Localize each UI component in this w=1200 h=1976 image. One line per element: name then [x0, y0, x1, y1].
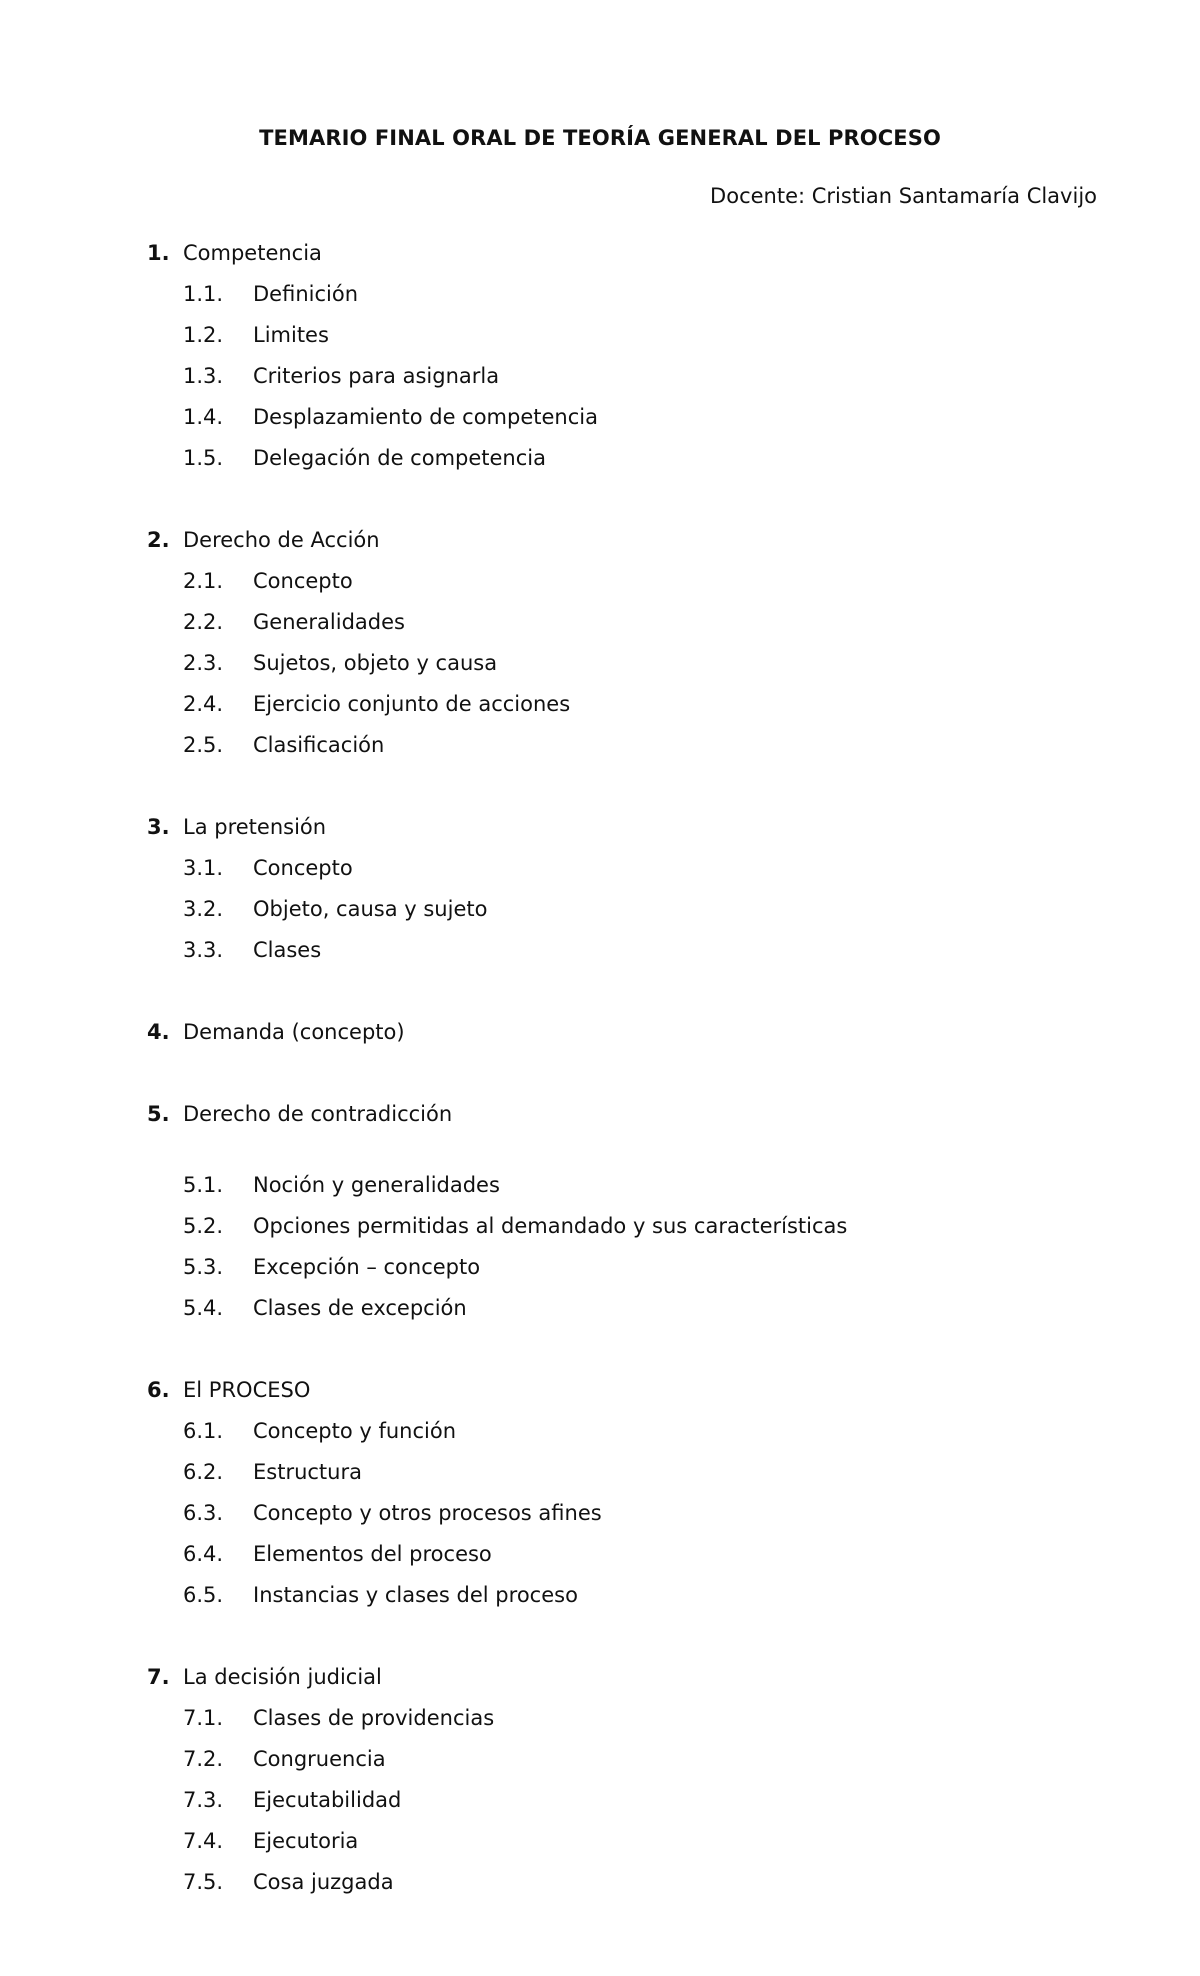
section-heading	[147, 1102, 452, 1126]
section-title: Demanda (concepto)	[183, 1020, 405, 1044]
subitem-number: 2.4.	[183, 692, 224, 716]
subitem	[183, 446, 546, 470]
subitem	[183, 1829, 358, 1853]
subitem	[183, 1296, 467, 1320]
subitem-number: 7.5.	[183, 1870, 224, 1894]
subitem-text: Clasificación	[253, 733, 385, 757]
subitem	[183, 1419, 456, 1443]
section-number: 7.	[147, 1665, 170, 1689]
subitem-text: Excepción – concepto	[253, 1255, 481, 1279]
subitem	[183, 1255, 480, 1279]
subitem-number: 3.1.	[183, 856, 224, 880]
subitem-text: Congruencia	[253, 1747, 386, 1771]
teacher-name: Docente: Cristian Santamaría Clavijo	[710, 184, 1097, 208]
subitem	[183, 1706, 494, 1730]
subitem-text: Objeto, causa y sujeto	[253, 897, 488, 921]
subitem	[183, 1542, 492, 1566]
section-number: 2.	[147, 528, 170, 552]
subitem-number: 7.2.	[183, 1747, 224, 1771]
subitem-number: 5.4.	[183, 1296, 224, 1320]
subitem	[183, 364, 499, 388]
section-title: La pretensión	[183, 815, 327, 839]
subitem	[183, 1788, 401, 1812]
section-heading	[147, 241, 322, 265]
subitem-text: Concepto y función	[253, 1419, 457, 1443]
subitem-text: Definición	[253, 282, 358, 306]
subitem-text: Desplazamiento de competencia	[253, 405, 598, 429]
subitem-number: 2.5.	[183, 733, 224, 757]
document-title: TEMARIO FINAL ORAL DE TEORÍA GENERAL DEL PROCESO	[259, 126, 941, 150]
section-number: 3.	[147, 815, 170, 839]
section-number: 6.	[147, 1378, 170, 1402]
section-heading	[147, 1665, 382, 1689]
subitem-text: Opciones permitidas al demandado y sus características	[253, 1214, 848, 1238]
subitem-number: 1.4.	[183, 405, 224, 429]
subitem	[183, 938, 321, 962]
subitem	[183, 323, 329, 347]
subitem	[183, 897, 487, 921]
subitem-text: Concepto	[253, 569, 353, 593]
subitem-number: 1.5.	[183, 446, 224, 470]
section-title: Competencia	[183, 241, 322, 265]
section-heading	[147, 815, 326, 839]
subitem-number: 2.2.	[183, 610, 224, 634]
subitem-number: 7.1.	[183, 1706, 224, 1730]
subitem-number: 1.1.	[183, 282, 224, 306]
subitem-text: Clases de excepción	[253, 1296, 467, 1320]
subitem-text: Clases	[253, 938, 322, 962]
subitem-text: Instancias y clases del proceso	[253, 1583, 578, 1607]
subitem-text: Elementos del proceso	[253, 1542, 492, 1566]
subitem-number: 3.2.	[183, 897, 224, 921]
subitem	[183, 569, 353, 593]
subitem	[183, 692, 570, 716]
subitem	[183, 1501, 602, 1525]
section-heading	[147, 1020, 405, 1044]
section-number: 1.	[147, 241, 170, 265]
subitem-text: Concepto y otros procesos afines	[253, 1501, 602, 1525]
subitem-number: 1.2.	[183, 323, 224, 347]
subitem-text: Criterios para asignarla	[253, 364, 500, 388]
subitem	[183, 1870, 394, 1894]
section-number: 5.	[147, 1102, 170, 1126]
section-heading	[147, 528, 380, 552]
subitem-text: Ejecutabilidad	[253, 1788, 402, 1812]
subitem-number: 6.1.	[183, 1419, 224, 1443]
subitem	[183, 733, 384, 757]
subitem-number: 5.1.	[183, 1173, 224, 1197]
subitem-text: Delegación de competencia	[253, 446, 546, 470]
subitem-number: 6.3.	[183, 1501, 224, 1525]
subitem	[183, 1747, 386, 1771]
subitem	[183, 1583, 578, 1607]
section-heading	[147, 1378, 310, 1402]
subitem-text: Sujetos, objeto y causa	[253, 651, 498, 675]
section-title: Derecho de contradicción	[183, 1102, 453, 1126]
subitem-number: 2.1.	[183, 569, 224, 593]
subitem-number: 7.3.	[183, 1788, 224, 1812]
subitem-number: 5.2.	[183, 1214, 224, 1238]
subitem	[183, 651, 497, 675]
subitem-text: Cosa juzgada	[253, 1870, 394, 1894]
subitem	[183, 282, 358, 306]
subitem-number: 6.2.	[183, 1460, 224, 1484]
subitem-text: Estructura	[253, 1460, 362, 1484]
subitem-text: Noción y generalidades	[253, 1173, 500, 1197]
section-title: La decisión judicial	[183, 1665, 382, 1689]
subitem-text: Generalidades	[253, 610, 405, 634]
subitem-text: Ejecutoria	[253, 1829, 359, 1853]
section-title: Derecho de Acción	[183, 528, 380, 552]
subitem-text: Concepto	[253, 856, 353, 880]
subitem	[183, 1173, 500, 1197]
subitem-text: Ejercicio conjunto de acciones	[253, 692, 571, 716]
subitem-number: 3.3.	[183, 938, 224, 962]
subitem-number: 1.3.	[183, 364, 224, 388]
subitem-number: 7.4.	[183, 1829, 224, 1853]
section-title: El PROCESO	[183, 1378, 311, 1402]
subitem	[183, 856, 353, 880]
subitem	[183, 405, 598, 429]
section-number: 4.	[147, 1020, 170, 1044]
subitem	[183, 610, 405, 634]
subitem-number: 2.3.	[183, 651, 224, 675]
subitem-number: 5.3.	[183, 1255, 224, 1279]
subitem	[183, 1214, 847, 1238]
subitem-number: 6.4.	[183, 1542, 224, 1566]
subitem-text: Limites	[253, 323, 329, 347]
subitem	[183, 1460, 362, 1484]
subitem-text: Clases de providencias	[253, 1706, 495, 1730]
subitem-number: 6.5.	[183, 1583, 224, 1607]
